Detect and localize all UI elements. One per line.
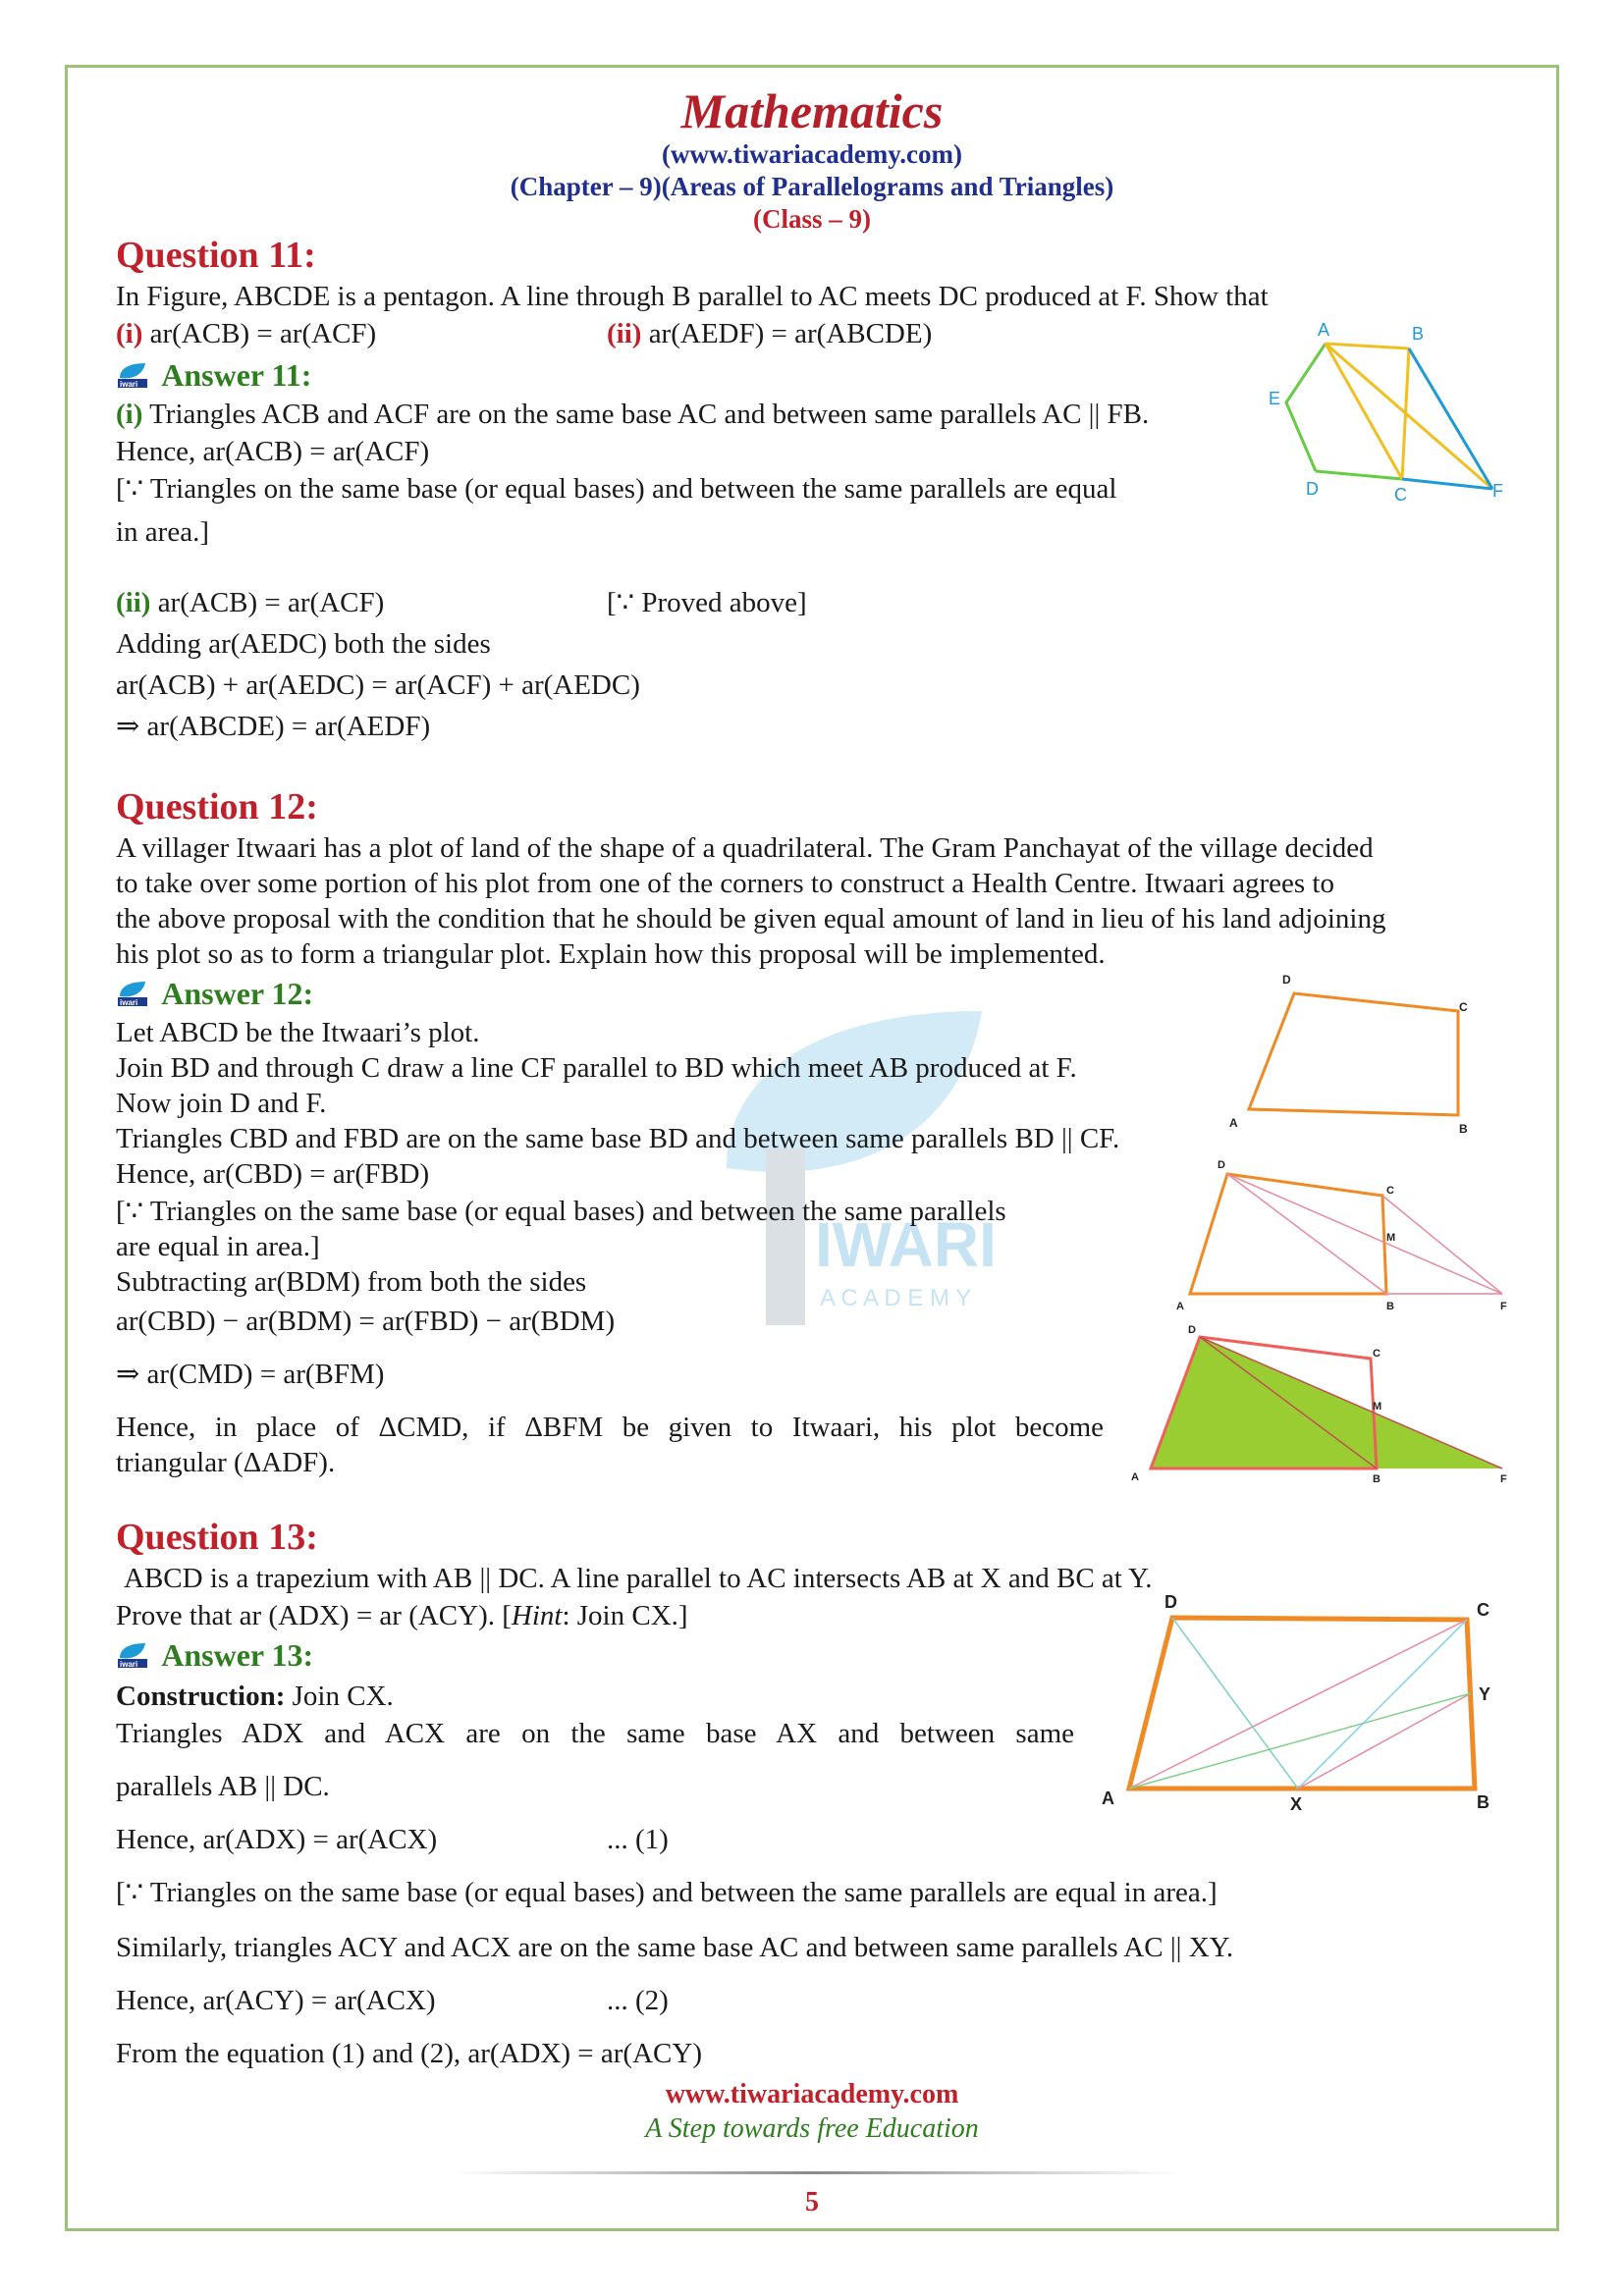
q12-fig3-label-B: B [1373, 1473, 1380, 1485]
q13-text-line1: ABCD is a trapezium with AB || DC. A line parallel to AC intersects AB at X and BC at Y. [124, 1563, 1153, 1594]
q12-fig2-label-C: C [1386, 1185, 1394, 1197]
q13-text-line2 [116, 1598, 688, 1633]
q13-hint-word: Hint [511, 1600, 563, 1631]
q13-s-line7: From the equation (1) and (2), ar(ADX) = ar(ACY) [116, 2038, 702, 2069]
q13-line-DX [1172, 1618, 1298, 1789]
q11-a1-label: (i) [116, 399, 143, 430]
q12-fig3-triangle-ADF [1151, 1337, 1502, 1468]
q12-shaded-figure [1129, 1321, 1522, 1488]
footer-divider [452, 2171, 1178, 2174]
svg-text:iwari: iwari [120, 380, 138, 389]
q13-trapezium-figure [1092, 1590, 1504, 1816]
watermark-stem-icon [766, 1148, 805, 1325]
q11-a-line2: Hence, ar(ACB) = ar(ACF) [116, 436, 430, 467]
q11-label-C: C [1394, 485, 1407, 505]
q11-label-B: B [1412, 324, 1425, 344]
q12-quadrilateral-figure [1227, 972, 1483, 1139]
q11-b1-label: (ii) [116, 587, 151, 618]
q13-s-line5: Similarly, triangles ACY and ACX are on the same base AC and between same parallels AC || XY. [116, 1932, 1234, 1963]
q11-a-line1 [116, 397, 1149, 432]
q11-b1-reason: [∵ Proved above] [607, 587, 807, 618]
q13-s-line6: Hence, ar(ACY) = ar(ACX) [116, 1985, 436, 2016]
q11-pentagon-figure [1257, 314, 1522, 510]
q13-line-CX [1298, 1620, 1467, 1789]
q13-line-AC [1129, 1620, 1467, 1789]
header-chapter: (Chapter – 9)(Areas of Parallelograms and Triangles) [510, 172, 1114, 201]
q12-a-line8: Subtracting ar(BDM) from both the sides [116, 1266, 587, 1298]
q13-construction [116, 1679, 394, 1714]
q13-s-line3-ref: ... (1) [607, 1824, 669, 1855]
tiwari-logo-icon [116, 979, 149, 1008]
q12-fig1-label-C: C [1459, 1000, 1468, 1014]
q11-answer-heading [116, 357, 311, 394]
q12-para-line3: the above proposal with the condition that he should be given equal amount of land in lieu of his land adjoining [116, 903, 1386, 934]
q12-para-line4: his plot so as to form a triangular plot. Explain how this proposal will be implemented. [116, 938, 1106, 970]
q12-fig3-label-C: C [1373, 1348, 1380, 1360]
q13-s-line6-ref: ... (2) [607, 1985, 669, 2016]
header-website[interactable]: (www.tiwariacademy.com) [662, 139, 962, 169]
watermark-logo [668, 972, 1001, 1345]
q11-part-ii-text: ar(AEDF) = ar(ABCDE) [648, 318, 933, 349]
q12-fig3-label-A: A [1131, 1471, 1139, 1483]
q12-fig3-label-D: D [1188, 1324, 1196, 1336]
q12-heading: Question 12: [116, 786, 318, 828]
page-number: 5 [805, 2187, 819, 2217]
q12-fig2-label-M: M [1386, 1232, 1396, 1244]
q12-a-line9: ar(CBD) − ar(BDM) = ar(FBD) − ar(BDM) [116, 1306, 616, 1337]
page-title: Mathematics [680, 83, 944, 138]
q11-part-i-label: (i) [116, 318, 143, 349]
q12-fig3-label-M: M [1373, 1401, 1382, 1413]
q13-answer-title: Answer 13: [161, 1637, 314, 1673]
q13-heading: Question 13: [116, 1517, 318, 1558]
q13-s-line1: Triangles ADX and ACX are on the same base AX and between same [116, 1718, 1074, 1749]
q11-part-i [116, 316, 376, 351]
q13-answer-heading [116, 1637, 313, 1674]
q13-s-line3: Hence, ar(ADX) = ar(ACX) [116, 1824, 438, 1855]
q11-diag-AC [1326, 344, 1402, 479]
q11-a-line4: in area.] [116, 516, 209, 548]
q11-b1-text: ar(ACB) = ar(ACF) [157, 587, 385, 618]
q12-a-line5: Hence, ar(CBD) = ar(FBD) [116, 1158, 430, 1190]
q12-fig1-label-A: A [1229, 1116, 1238, 1130]
q12-construction-figure [1168, 1156, 1522, 1313]
q11-b-line4: ⇒ ar(ABCDE) = ar(AEDF) [116, 711, 431, 742]
q12-a-line7: are equal in area.] [116, 1231, 320, 1262]
q12-fig1-label-D: D [1282, 973, 1291, 987]
q12-a-line6: [∵ Triangles on the same base (or equal bases) and between the same parallels [116, 1196, 1006, 1227]
q11-label-D: D [1306, 479, 1319, 499]
q11-b-line2: Adding ar(AEDC) both the sides [116, 628, 491, 660]
q12-answer-heading [116, 976, 313, 1012]
q11-label-F: F [1492, 481, 1503, 501]
q12-para-line2: to take over some portion of his plot from one of the corners to construct a Health Centre. Itwaari agrees to [116, 868, 1334, 899]
q13-line-AY [1129, 1693, 1471, 1789]
q11-heading: Question 11: [116, 235, 316, 276]
q12-fig1-plot-ABCD [1249, 993, 1458, 1115]
q13-label-Y: Y [1479, 1684, 1491, 1704]
q11-b-line3: ar(ACB) + ar(AEDC) = ar(ACF) + ar(AEDC) [116, 669, 640, 701]
q11-label-A: A [1318, 320, 1330, 340]
q12-a-line10: ⇒ ar(CMD) = ar(BFM) [116, 1359, 385, 1390]
q11-part-i-text: ar(ACB) = ar(ACF) [149, 318, 377, 349]
q11-a-line3: [∵ Triangles on the same base (or equal bases) and between the same parallels are equal [116, 473, 1117, 505]
q12-fig2-label-B: B [1386, 1301, 1394, 1312]
q13-line-XY [1298, 1693, 1471, 1789]
q13-label-C: C [1477, 1600, 1489, 1620]
q11-part-ii-label: (ii) [607, 318, 642, 349]
q12-a-line2: Join BD and through C draw a line CF parallel to BD which meet AB produced at F. [116, 1052, 1077, 1084]
q12-fig2-label-D: D [1218, 1159, 1225, 1171]
q11-edge-DC [1316, 471, 1402, 479]
q13-label-A: A [1102, 1789, 1114, 1808]
q12-fig3-label-F: F [1500, 1473, 1507, 1485]
q13-s-line4: [∵ Triangles on the same base (or equal bases) and between the same parallels are equal in area.] [116, 1877, 1218, 1908]
q11-b-line1 [116, 585, 384, 620]
q12-a-line12: triangular (ΔADF). [116, 1447, 336, 1478]
q12-fig2-plot-ABCD [1190, 1174, 1386, 1294]
q13-label-X: X [1290, 1794, 1303, 1814]
q11-edge-BF [1409, 348, 1492, 489]
footer-tagline: A Step towards free Education [645, 2113, 979, 2144]
q13-s-line2: parallels AB || DC. [116, 1771, 330, 1802]
q12-a-line4: Triangles CBD and FBD are on the same base BD and between same parallels BD || CF. [116, 1123, 1120, 1154]
tiwari-logo-icon [116, 360, 149, 390]
q11-part-ii [607, 316, 932, 351]
header-class: (Class – 9) [753, 204, 871, 234]
q13-construction-label: Construction: [116, 1681, 286, 1712]
q11-label-E: E [1269, 389, 1281, 408]
q11-edge-AB [1326, 344, 1409, 348]
q12-para-line1: A villager Itwaari has a plot of land of the shape of a quadrilateral. The Gram Panchayat of the village decided [116, 832, 1374, 864]
q12-a-line3: Now join D and F. [116, 1088, 327, 1119]
q11-answer-title: Answer 11: [161, 357, 312, 393]
q13-label-B: B [1477, 1792, 1489, 1812]
watermark-subtext: A C A D E M Y [820, 1285, 972, 1311]
q13-text-line2-a: Prove that ar (ADX) = ar (ACY). [ [116, 1600, 512, 1631]
svg-text:iwari: iwari [120, 1660, 138, 1669]
q11-edge-AED [1286, 344, 1326, 471]
q11-edge-CF [1402, 479, 1492, 489]
q11-text: In Figure, ABCDE is a pentagon. A line through B parallel to AC meets DC produced at F. Show that [116, 281, 1269, 312]
q12-a-line11: Hence, in place of ΔCMD, if ΔBFM be given to Itwaari, his plot become [116, 1412, 1104, 1443]
q13-text-line2-b: : Join CX.] [562, 1600, 688, 1631]
q12-fig1-label-B: B [1459, 1122, 1468, 1136]
tiwari-logo-icon [116, 1640, 149, 1670]
q12-fig2-line-CF [1382, 1196, 1502, 1294]
q12-a-line1: Let ABCD be the Itwaari’s plot. [116, 1017, 480, 1048]
q12-fig2-label-F: F [1500, 1301, 1507, 1312]
q11-a1-text: Triangles ACB and ACF are on the same base AC and between same parallels AC || FB. [149, 399, 1150, 430]
q12-fig2-label-A: A [1176, 1301, 1184, 1312]
q13-construction-text: Join CX. [292, 1681, 394, 1712]
q13-label-D: D [1164, 1592, 1177, 1612]
svg-text:iwari: iwari [120, 998, 138, 1007]
q12-answer-title: Answer 12: [161, 976, 314, 1011]
footer-website[interactable]: www.tiwariacademy.com [665, 2079, 959, 2109]
watermark-text: IWARI [815, 1209, 997, 1280]
